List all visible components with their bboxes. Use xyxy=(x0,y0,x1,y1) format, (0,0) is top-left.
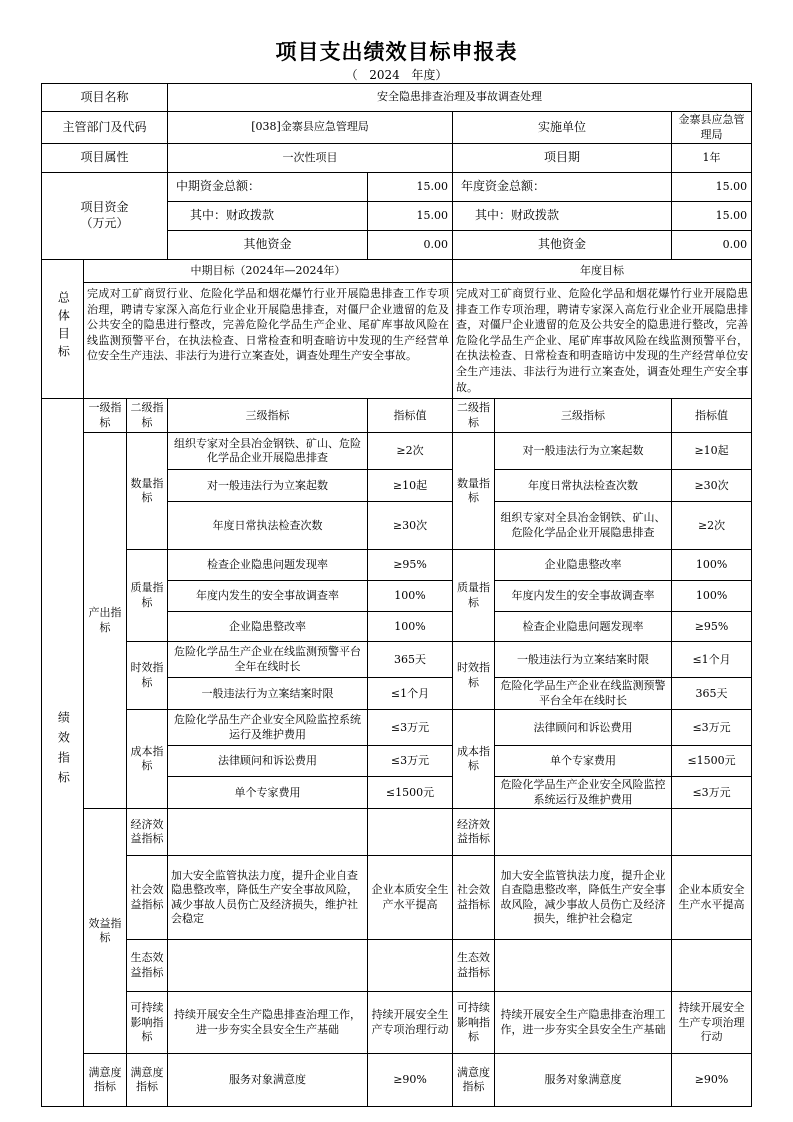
head-lvl3-year: 三级指标 xyxy=(495,399,672,433)
subtitle-open: （ xyxy=(345,68,358,82)
label-overall xyxy=(42,260,84,399)
head-lvl2-mid: 二级指标 xyxy=(127,399,168,433)
year-satis-value: ≥90% xyxy=(672,1054,752,1107)
label-sustain-year: 可持续影响指标 xyxy=(453,992,495,1054)
mid-cost-0-name: 危险化学品生产企业安全风险监控系统运行及维护费用 xyxy=(168,710,368,746)
label-overall-text: 总体目标 xyxy=(56,290,71,363)
mid-econ-name xyxy=(168,809,368,856)
mid-qty-0-name: 组织专家对全县冶金钢铁、矿山、危险化学品企业开展隐患排查 xyxy=(168,433,368,470)
value-year-fiscal: 15.00 xyxy=(672,202,752,231)
mid-qual-1-name: 年度内发生的安全事故调查率 xyxy=(168,581,368,612)
year-qty-0-value: ≥10起 xyxy=(672,433,752,470)
head-lvl3-mid: 三级指标 xyxy=(168,399,368,433)
row-dept xyxy=(42,112,752,144)
label-funds-l1: 项目资金 xyxy=(80,200,129,215)
year-sustain-value: 持续开展安全生产专项治理行动 xyxy=(672,992,752,1054)
label-econ-mid: 经济效益指标 xyxy=(127,809,168,856)
year-eco-name xyxy=(495,940,672,992)
label-time-mid: 时效指标 xyxy=(127,642,168,710)
year-qual-1-value: 100% xyxy=(672,581,752,612)
table-row xyxy=(42,550,752,581)
label-perf xyxy=(42,399,84,1107)
mid-time-1-name: 一般违法行为立案结案时限 xyxy=(168,678,368,710)
mid-cost-1-value: ≤3万元 xyxy=(368,746,453,777)
mid-qual-2-value: 100% xyxy=(368,612,453,642)
value-mid-fiscal: 15.00 xyxy=(368,202,453,231)
label-dept: 主管部门及代码 xyxy=(42,112,168,144)
value-impl-unit: 金寨县应急管理局 xyxy=(672,112,752,144)
label-funds-l2: （万元） xyxy=(80,216,129,231)
year-qual-2-name: 检查企业隐患问题发现率 xyxy=(495,612,672,642)
subtitle-suffix: 年度） xyxy=(411,68,448,82)
performance-table xyxy=(41,83,752,1107)
year-satis-name: 服务对象满意度 xyxy=(495,1054,672,1107)
mid-qty-2-value: ≥30次 xyxy=(368,502,453,550)
value-year-other: 0.00 xyxy=(672,231,752,260)
year-cost-2-name: 危险化学品生产企业安全风险监控系统运行及维护费用 xyxy=(495,777,672,809)
label-social-year: 社会效益指标 xyxy=(453,856,495,940)
year-cost-2-value: ≤3万元 xyxy=(672,777,752,809)
year-qty-0-name: 对一般违法行为立案起数 xyxy=(495,433,672,470)
year-goal-text: 完成对工矿商贸行业、危险化学品和烟花爆竹行业开展隐患排查工作专项治理，聘请专家深入高危行业企业开展隐患排查，对僵尸企业遗留的危及公共安全的隐患进行整改，完善危险化学品生产企业、尾矿库事故风险在线监测预警平台，在执法检查、日常检查和明查暗访中发现的生产经营单位安全生产违法、非法行为进行立案查处，调查处理生产安全事故。 xyxy=(453,283,752,399)
mid-satis-name: 服务对象满意度 xyxy=(168,1054,368,1107)
year-qty-2-name: 组织专家对全县冶金钢铁、矿山、危险化学品企业开展隐患排查 xyxy=(495,502,672,550)
label-satis2-year: 满意度指标 xyxy=(453,1054,495,1107)
row-attr xyxy=(42,144,752,173)
mid-qty-2-name: 年度日常执法检查次数 xyxy=(168,502,368,550)
label-year-total: 年度资金总额： xyxy=(453,173,672,202)
year-social-value: 企业本质安全生产水平提高 xyxy=(672,856,752,940)
year-qty-1-name: 年度日常执法检查次数 xyxy=(495,470,672,502)
year-cost-1-value: ≤1500元 xyxy=(672,746,752,777)
mid-qual-2-name: 企业隐患整改率 xyxy=(168,612,368,642)
label-attr: 项目属性 xyxy=(42,144,168,173)
label-qty-mid: 数量指标 xyxy=(127,433,168,550)
label-cost-mid: 成本指标 xyxy=(127,710,168,809)
page-title: 项目支出绩效目标申报表 xyxy=(275,40,518,64)
mid-cost-2-value: ≤1500元 xyxy=(368,777,453,809)
label-satis2-mid: 满意度指标 xyxy=(127,1054,168,1107)
label-mid-other: 其他资金 xyxy=(168,231,368,260)
year-sustain-name: 持续开展安全生产隐患排查治理工作，进一步夯实全县安全生产基础 xyxy=(495,992,672,1054)
mid-cost-1-name: 法律顾问和诉讼费用 xyxy=(168,746,368,777)
row-goal-body xyxy=(42,283,752,399)
mid-time-0-name: 危险化学品生产企业在线监测预警平台全年在线时长 xyxy=(168,642,368,678)
year-cost-1-name: 单个专家费用 xyxy=(495,746,672,777)
year-time-0-value: ≤1个月 xyxy=(672,642,752,678)
value-mid-total: 15.00 xyxy=(368,173,453,202)
row-funds-total xyxy=(42,173,752,202)
head-lvl1: 一级指标 xyxy=(84,399,127,433)
head-lvl2-year: 二级指标 xyxy=(453,399,495,433)
label-satis1: 满意度指标 xyxy=(84,1054,127,1107)
value-attr: 一次性项目 xyxy=(168,144,453,173)
year-qual-0-name: 企业隐患整改率 xyxy=(495,550,672,581)
subtitle-year: 2024 xyxy=(369,68,400,82)
year-qual-0-value: 100% xyxy=(672,550,752,581)
label-period: 项目期 xyxy=(453,144,672,173)
table-row xyxy=(42,809,752,856)
mid-econ-value xyxy=(368,809,453,856)
table-row xyxy=(42,710,752,746)
head-val-mid: 指标值 xyxy=(368,399,453,433)
label-perf-text: 绩效指标 xyxy=(56,710,71,791)
label-benefit: 效益指标 xyxy=(84,809,127,1054)
mid-sustain-value: 持续开展安全生产专项治理行动 xyxy=(368,992,453,1054)
year-cost-0-name: 法律顾问和诉讼费用 xyxy=(495,710,672,746)
label-impl-unit: 实施单位 xyxy=(453,112,672,144)
label-eco-year: 生态效益指标 xyxy=(453,940,495,992)
year-qty-1-value: ≥30次 xyxy=(672,470,752,502)
row-goal-head xyxy=(42,260,752,283)
mid-qty-1-value: ≥10起 xyxy=(368,470,453,502)
mid-goal-text: 完成对工矿商贸行业、危险化学品和烟花爆竹行业开展隐患排查工作专项治理，聘请专家深入高危行业企业开展隐患排查，对僵尸企业遗留的危及公共安全的隐患进行整改，完善危险化学品生产企业、尾矿库事故风险在线监测预警平台，在执法检查、日常检查和明查暗访中发现的生产经营单位安全生产违法、非法行为进行立案查处，调查处理生产安全事故。 xyxy=(84,283,453,399)
mid-qty-0-value: ≥2次 xyxy=(368,433,453,470)
label-time-year: 时效指标 xyxy=(453,642,495,710)
mid-time-0-value: 365天 xyxy=(368,642,453,678)
year-econ-name xyxy=(495,809,672,856)
year-econ-value xyxy=(672,809,752,856)
year-qual-2-value: ≥95% xyxy=(672,612,752,642)
year-subtitle xyxy=(0,66,793,83)
label-year-fiscal: 其中：财政拨款 xyxy=(453,202,672,231)
label-qty-year: 数量指标 xyxy=(453,433,495,550)
year-time-1-name: 危险化学品生产企业在线监测预警平台全年在线时长 xyxy=(495,678,672,710)
label-cost-year: 成本指标 xyxy=(453,710,495,809)
mid-qual-0-name: 检查企业隐患问题发现率 xyxy=(168,550,368,581)
mid-qty-1-name: 对一般违法行为立案起数 xyxy=(168,470,368,502)
table-row xyxy=(42,992,752,1054)
mid-qual-0-value: ≥95% xyxy=(368,550,453,581)
label-mid-total: 中期资金总额： xyxy=(168,173,368,202)
table-row xyxy=(42,856,752,940)
row-ind-head xyxy=(42,399,752,433)
mid-cost-0-value: ≤3万元 xyxy=(368,710,453,746)
mid-social-value: 企业本质安全生产水平提高 xyxy=(368,856,453,940)
label-sustain-mid: 可持续影响指标 xyxy=(127,992,168,1054)
label-funds xyxy=(42,173,168,260)
label-social-mid: 社会效益指标 xyxy=(127,856,168,940)
mid-satis-value: ≥90% xyxy=(368,1054,453,1107)
mid-goal-head: 中期目标（2024年—2024年） xyxy=(84,260,453,283)
label-econ-year: 经济效益指标 xyxy=(453,809,495,856)
year-social-name: 加大安全监管执法力度，提升企业自查隐患整改率，降低生产安全事故风险，减少事故人员伤亡及经济损失，维护社会稳定 xyxy=(495,856,672,940)
mid-time-1-value: ≤1个月 xyxy=(368,678,453,710)
value-year-total: 15.00 xyxy=(672,173,752,202)
year-eco-value xyxy=(672,940,752,992)
label-year-other: 其他资金 xyxy=(453,231,672,260)
label-eco-mid: 生态效益指标 xyxy=(127,940,168,992)
year-time-1-value: 365天 xyxy=(672,678,752,710)
value-mid-other: 0.00 xyxy=(368,231,453,260)
mid-social-name: 加大安全监管执法力度，提升企业自查隐患整改率，降低生产安全事故风险，减少事故人员伤亡及经济损失，维护社会稳定 xyxy=(168,856,368,940)
table-row xyxy=(42,940,752,992)
value-period: 1年 xyxy=(672,144,752,173)
mid-cost-2-name: 单个专家费用 xyxy=(168,777,368,809)
head-val-year: 指标值 xyxy=(672,399,752,433)
year-qual-1-name: 年度内发生的安全事故调查率 xyxy=(495,581,672,612)
mid-sustain-name: 持续开展安全生产隐患排查治理工作，进一步夯实全县安全生产基础 xyxy=(168,992,368,1054)
year-cost-0-value: ≤3万元 xyxy=(672,710,752,746)
mid-eco-value xyxy=(368,940,453,992)
value-dept: [038]金寨县应急管理局 xyxy=(168,112,453,144)
label-output: 产出指标 xyxy=(84,433,127,809)
year-time-0-name: 一般违法行为立案结案时限 xyxy=(495,642,672,678)
table-row xyxy=(42,433,752,470)
table-row xyxy=(42,642,752,678)
mid-eco-name xyxy=(168,940,368,992)
label-project-name: 项目名称 xyxy=(42,84,168,112)
year-goal-head: 年度目标 xyxy=(453,260,752,283)
value-project-name: 安全隐患排查治理及事故调查处理 xyxy=(168,84,752,112)
label-mid-fiscal: 其中：财政拨款 xyxy=(168,202,368,231)
mid-qual-1-value: 100% xyxy=(368,581,453,612)
table-row xyxy=(42,1054,752,1107)
label-qual-mid: 质量指标 xyxy=(127,550,168,642)
row-project-name xyxy=(42,84,752,112)
year-qty-2-value: ≥2次 xyxy=(672,502,752,550)
label-qual-year: 质量指标 xyxy=(453,550,495,642)
